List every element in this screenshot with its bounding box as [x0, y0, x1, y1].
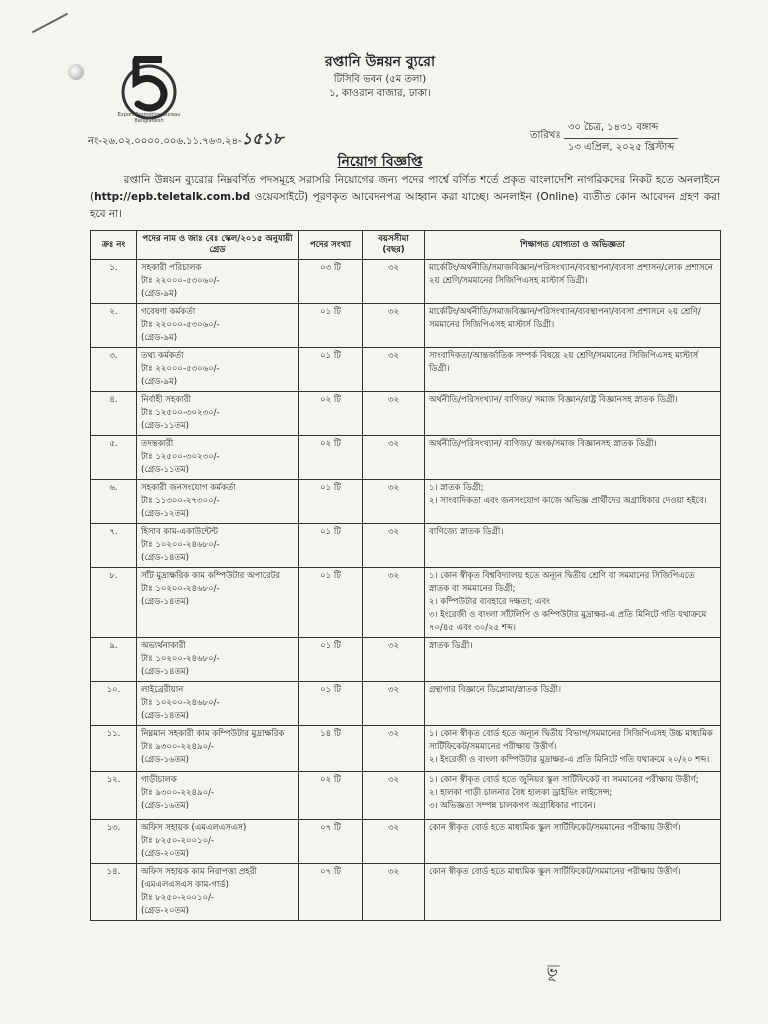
cell-post	[137, 524, 299, 568]
cell-count: ০১ টি	[299, 304, 363, 348]
org-building: টিসিবি ভবন (৫ম তলা)	[333, 74, 427, 85]
post-line: নিম্নমান সহকারী কাম কম্পিউটার মুদ্রাক্ষরিক	[141, 729, 285, 739]
cell-age: ৩২	[363, 348, 425, 392]
cell-post	[137, 348, 299, 392]
org-address: ১, কাওরান বাজার, ঢাকা।	[329, 88, 431, 99]
qualification-line: সাংবাদিকতা/আন্তর্জাতিক সম্পর্ক বিষয়ে ২য় শ্রেণি/সমমানের সিজিপিএসহ মাস্টার্স ডিগ্রী।	[429, 351, 699, 374]
cell-qualification	[425, 524, 721, 568]
notice-intro	[90, 172, 720, 223]
cell-serial: ৬.	[91, 480, 137, 524]
cell-post	[137, 392, 299, 436]
cell-age: ৩২	[363, 682, 425, 726]
memo-number-handwritten: ১৫১৮	[241, 129, 284, 148]
qualification-line: বাণিজ্যে স্নাতক ডিগ্রী।	[429, 527, 504, 537]
post-line: (গ্রেড-১৪তম)	[141, 667, 189, 677]
post-line: (গ্রেড-৯ম)	[141, 333, 178, 343]
cell-qualification	[425, 682, 721, 726]
qualification-line: মার্কেটিং/অর্থনীতি/সমাজবিজ্ঞান/পরিসংখ্যান/ব্যবস্থাপনা/ব্যবসা প্রশাসন/লোক প্রশাসনে ২য় শ্রেণি/সমমানের সিজিপিএসহ মাস্টার্স ডিগ্রী।	[429, 263, 714, 286]
post-line: টাঃ ৮২৫০-২০০১০/-	[141, 836, 215, 846]
cell-count: ০২ টি	[299, 392, 363, 436]
table-row	[91, 820, 721, 864]
post-line: (গ্রেড-৯ম)	[141, 289, 178, 299]
cell-age: ৩২	[363, 726, 425, 772]
cell-count: ০৭ টি	[299, 864, 363, 921]
cell-count: ০১ টি	[299, 348, 363, 392]
post-line: টাঃ ১০২০০-২৪৬৮০/-	[141, 654, 220, 664]
cell-qualification	[425, 638, 721, 682]
cell-serial: ১৪.	[91, 864, 137, 921]
cell-qualification	[425, 480, 721, 524]
intro-text-1: রপ্তানি উন্নয়ন ব্যুরোর নিম্নবর্ণিত পদসমূহে সরাসরি নিয়োগের জন্য পদের পার্শ্বে বর্ণিত শর্তে প্রকৃত বাংলাদেশি নাগরিকদের নিকট হতে অনলাইনে (	[90, 174, 720, 203]
post-line: অফিস সহায়ক (এমএলএসএস)	[141, 823, 247, 833]
cell-serial: ৪.	[91, 392, 137, 436]
logo-caption-line-2: Bangladesh	[134, 118, 164, 124]
cell-count: ০৩ টি	[299, 260, 363, 304]
post-line: গবেষণা কর্মকর্তা	[141, 307, 196, 317]
qualification-line: ১। কোন স্বীকৃত বোর্ড হতে জুনিয়র স্কুল সার্টিফিকেট বা সমমানের পরীক্ষায় উত্তীর্ণ;	[429, 775, 699, 785]
cell-qualification	[425, 864, 721, 921]
table-row	[91, 392, 721, 436]
qualification-line: ১। কোন স্বীকৃত বোর্ড হতে অন্যূন দ্বিতীয় বিভাগ/সমমানের সিজিপিএসহ উচ্চ মাধ্যমিক সার্টিফিকেট/সমমানের পরীক্ষায় উত্তীর্ণ।	[429, 729, 713, 752]
cell-serial: ৮.	[91, 568, 137, 638]
qualification-line: ৩। ইংরেজী ও বাংলা সাঁটলিপি ও কম্পিউটার মুদ্রাক্ষর-এ প্রতি মিনিটে গতি যথাক্রমে ৭০/৪৫ এবং ৩০/২৫ শব্দ।	[429, 610, 707, 633]
cell-age: ৩২	[363, 772, 425, 820]
cell-qualification	[425, 568, 721, 638]
qualification-line: ২। হালকা গাড়ী চালনার বৈধ হালকা ড্রাইভিং লাইসেন্স;	[429, 788, 613, 798]
cell-post	[137, 568, 299, 638]
vacancy-table	[90, 230, 721, 921]
cell-serial: ২.	[91, 304, 137, 348]
post-line: (গ্রেড-১১তম)	[141, 421, 189, 431]
cell-post	[137, 682, 299, 726]
date-bangla: ৩০ চৈত্র, ১৪৩১ বঙ্গাব্দ	[564, 120, 678, 139]
cell-count: ০১ টি	[299, 568, 363, 638]
post-line: (গ্রেড-১৬তম)	[141, 801, 189, 811]
table-row	[91, 260, 721, 304]
cell-count: ০৭ টি	[299, 820, 363, 864]
cell-age: ৩২	[363, 480, 425, 524]
post-line: গাড়ীচালক	[141, 775, 177, 785]
post-line: টাঃ ১০২০০-২৪৬৮০/-	[141, 540, 220, 550]
table-row	[91, 772, 721, 820]
post-line: (গ্রেড-২০তম)	[141, 906, 189, 916]
post-line: অফিস সহায়ক কাম নিরাপত্তা প্রহরী	[141, 867, 257, 877]
qualification-line: অর্থনীতি/পরিসংখ্যান/ বাণিজ্য/ অংক/সমাজ বিজ্ঞানসহ স্নাতক ডিগ্রী।	[429, 439, 657, 449]
header-serial: ক্রঃ নং	[91, 231, 137, 260]
post-line: টাঃ ১২৫০০-৩০২৩০/-	[141, 408, 220, 418]
cell-count: ০২ টি	[299, 772, 363, 820]
post-line: (গ্রেড-১৪তম)	[141, 597, 189, 607]
qualification-line: ১। স্নাতক ডিগ্রী;	[429, 483, 484, 493]
table-row	[91, 726, 721, 772]
cell-serial: ৯.	[91, 638, 137, 682]
date-label: তারিখঃ	[530, 130, 561, 141]
cell-post	[137, 638, 299, 682]
cell-serial: ১০.	[91, 682, 137, 726]
qualification-line: ৩। অভিজ্ঞতা সম্পন্ন চালকগণ অগ্রাধিকার পাবেন।	[429, 801, 596, 811]
qualification-line: মার্কেটিং/অর্থনীতি/সমাজবিজ্ঞান/পরিসংখ্যান/ব্যবস্থাপনা/ব্যবসা প্রশাসনে ২য় শ্রেণি/সমমানের সিজিপিএসহ মাস্টার্স ডিগ্রী।	[429, 307, 701, 330]
cell-serial: ১৩.	[91, 820, 137, 864]
post-line: (গ্রেড-১৬তম)	[141, 755, 189, 765]
cell-post	[137, 260, 299, 304]
cell-serial: ১.	[91, 260, 137, 304]
cell-age: ৩২	[363, 436, 425, 480]
header-post: পদের নাম ও জাঃ বেঃ স্কেল/২০১৫ অনুযায়ী গ্রেড	[137, 231, 299, 260]
cell-post	[137, 726, 299, 772]
post-line: হিসাব কাম-একাউন্টেন্ট	[141, 527, 218, 537]
notice-title: নিয়োগ বিজ্ঞপ্তি	[337, 154, 423, 170]
cell-post	[137, 436, 299, 480]
qualification-line: ২। ইংরেজী ও বাংলা কম্পিউটার মুদ্রাক্ষর-এ প্রতি মিনিটে গতি যথাক্রমে ২০/২০ শব্দ।	[429, 755, 710, 765]
cell-count: ১৪ টি	[299, 726, 363, 772]
qualification-line: ২। কম্পিউটার ব্যবহারে দক্ষতা; এবং	[429, 597, 550, 607]
cell-qualification	[425, 260, 721, 304]
post-line: সহকারী পরিচালক	[141, 263, 202, 273]
cell-qualification	[425, 304, 721, 348]
cell-post	[137, 820, 299, 864]
cell-qualification	[425, 392, 721, 436]
qualification-line: কোন স্বীকৃত বোর্ড হতে মাধ্যমিক স্কুল সার্টিফিকেট/সমমানের পরীক্ষায় উত্তীর্ণ।	[429, 867, 681, 877]
cell-age: ৩২	[363, 568, 425, 638]
cell-count: ০১ টি	[299, 524, 363, 568]
cell-count: ০২ টি	[299, 436, 363, 480]
table-header-row	[91, 231, 721, 260]
post-line: টাঃ ৯৩০০-২২৪৯০/-	[141, 788, 215, 798]
post-line: তথ্য কর্মকর্তা	[141, 351, 184, 361]
cell-serial: ১২.	[91, 772, 137, 820]
cell-age: ৩২	[363, 304, 425, 348]
post-line: টাঃ ৮২৫০-২০০১০/-	[141, 893, 215, 903]
cell-count: ০১ টি	[299, 480, 363, 524]
post-line: তদন্তকারী	[141, 439, 174, 449]
table-row	[91, 568, 721, 638]
table-row	[91, 864, 721, 921]
post-line: (গ্রেড-১২তম)	[141, 509, 189, 519]
post-line: (গ্রেড-২০তম)	[141, 849, 189, 859]
post-line: লাইব্রেরীয়ান	[141, 685, 184, 695]
header-count: পদের সংখ্যা	[299, 231, 363, 260]
post-line: টাঃ ২২০০০-৫৩০৬০/-	[141, 364, 220, 374]
table-row	[91, 682, 721, 726]
cell-serial: ৫.	[91, 436, 137, 480]
header-age: বয়সসীমা (বছর)	[363, 231, 425, 260]
post-line: টাঃ ১০২০০-২৪৬৮০/-	[141, 584, 220, 594]
post-line: সহকারী জনসংযোগ কর্মকর্তা	[141, 483, 236, 493]
cell-post	[137, 304, 299, 348]
post-line: টাঃ ২২০০০-৫৩০৬০/-	[141, 320, 220, 330]
cell-age: ৩২	[363, 638, 425, 682]
qualification-line: ১। কোন স্বীকৃত বিশ্ববিদ্যালয় হতে অন্যূন দ্বিতীয় শ্রেণি বা সমমানের সিজিপিএতে স্নাতক বা সমমানের ডিগ্রী;	[429, 571, 695, 594]
vacancy-table-body	[91, 260, 721, 921]
memo-number-text: নং-২৬.০২.০০০০.০০৬.১১.৭৬৩.২৪-	[88, 136, 242, 147]
cell-age: ৩২	[363, 524, 425, 568]
cell-post	[137, 864, 299, 921]
post-line: টাঃ ১২৫০০-৩০২৩০/-	[141, 452, 220, 462]
table-row	[91, 480, 721, 524]
post-line: (এমএলএসএস কাম-গার্ড)	[141, 880, 229, 890]
qualification-line: অর্থনীতি/পরিসংখ্যান/ বাণিজ্য/ সমাজ বিজ্ঞান/রাষ্ট্র বিজ্ঞানসহ স্নাতক ডিগ্রী।	[429, 395, 678, 405]
cell-serial: ৭.	[91, 524, 137, 568]
date-english: ১৩ এপ্রিল, ২০২৫ খ্রিস্টাব্দ	[567, 142, 675, 153]
cell-qualification	[425, 726, 721, 772]
post-line: (গ্রেড-১৪তম)	[141, 553, 189, 563]
cell-count: ০১ টি	[299, 682, 363, 726]
post-line: নির্বাহী সহকারী	[141, 395, 191, 405]
post-line: (গ্রেড-৯ম)	[141, 377, 178, 387]
post-line: (গ্রেড-১৪তম)	[141, 711, 189, 721]
qualification-line: স্নাতক ডিগ্রী।	[429, 641, 473, 651]
cell-post	[137, 772, 299, 820]
application-url-link[interactable]: http://epb.teletalk.com.bd	[94, 191, 251, 203]
post-line: অভ্যর্থনাকারী	[141, 641, 186, 651]
qualification-line: গ্রন্থাগার বিজ্ঞানে ডিপ্লোমা/স্নাতক ডিগ্রী।	[429, 685, 562, 695]
logo-caption	[112, 112, 186, 124]
cell-qualification	[425, 436, 721, 480]
post-line: সাঁট মুদ্রাক্ষরিক কাম কম্পিউটার অপারেটর	[141, 571, 281, 581]
table-row	[91, 304, 721, 348]
org-name: রপ্তানি উন্নয়ন ব্যুরো	[324, 54, 436, 70]
punch-hole	[68, 64, 84, 80]
post-line: (গ্রেড-১১তম)	[141, 465, 189, 475]
cell-qualification	[425, 348, 721, 392]
cell-age: ৩২	[363, 820, 425, 864]
memo-number	[88, 126, 283, 153]
post-line: টাঃ ১০২০০-২৪৬৮০/-	[141, 698, 220, 708]
intro-text-2: ওয়েবসাইটে) পূরণকৃত আবেদনপত্র আহ্বান করা যাচ্ছে। অনলাইন (Online) ব্যতীত কোন আবেদন গ্রহণ করা হবে না।	[90, 191, 720, 220]
cell-serial: ৩.	[91, 348, 137, 392]
cell-age: ৩২	[363, 260, 425, 304]
cell-post	[137, 480, 299, 524]
cell-serial: ১১.	[91, 726, 137, 772]
cell-age: ৩২	[363, 864, 425, 921]
pen-mark	[32, 13, 68, 34]
table-row	[91, 524, 721, 568]
qualification-line: ২। সাংবাদিকতা এবং জনসংযোগ কাজে অভিজ্ঞ প্রার্থীদের অগ্রাধিকার দেওয়া হইবে।	[429, 496, 707, 506]
cell-qualification	[425, 772, 721, 820]
header-qualification: শিক্ষাগত যোগ্যতা ও অভিজ্ঞতা	[425, 231, 721, 260]
cell-qualification	[425, 820, 721, 864]
cell-count: ০১ টি	[299, 638, 363, 682]
post-line: টাঃ ৯৩০০-২২৪৯০/-	[141, 742, 215, 752]
signature: ভূ	[545, 961, 557, 980]
date-block	[530, 120, 678, 157]
qualification-line: কোন স্বীকৃত বোর্ড হতে মাধ্যমিক স্কুল সার্টিফিকেট/সমমানের পরীক্ষায় উত্তীর্ণ।	[429, 823, 681, 833]
post-line: টাঃ ২২০০০-৫৩০৬০/-	[141, 276, 220, 286]
table-row	[91, 348, 721, 392]
cell-age: ৩২	[363, 392, 425, 436]
post-line: টাঃ ১১৩০০-২৭৩০০/-	[141, 496, 220, 506]
logo-caption-line-1: Export Promotion Bureau	[117, 112, 181, 118]
table-row	[91, 638, 721, 682]
table-row	[91, 436, 721, 480]
